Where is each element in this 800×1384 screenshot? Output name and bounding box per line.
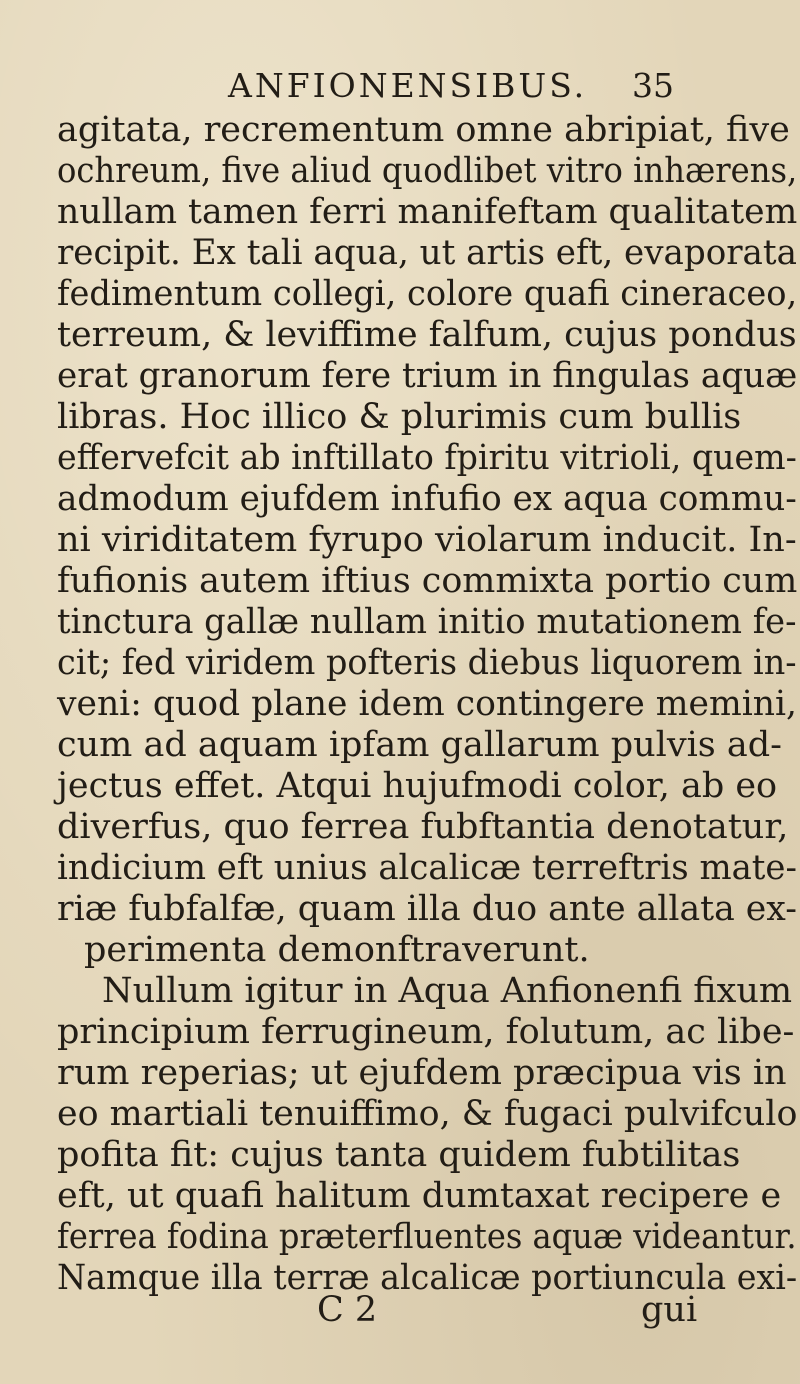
text-line: recipit. Ex tali aqua, ut artis eft, evaporata [57, 233, 797, 273]
text-line: fedimentum collegi, colore quafi cineraceo, [57, 274, 798, 314]
running-head [0, 64, 800, 108]
text-line: erat granorum fere trium in fingulas aquæ [57, 356, 798, 396]
text-line: admodum ejufdem infufio ex aqua commu- [57, 479, 797, 519]
running-head-title: ANFIONENSIBUS. [228, 66, 588, 105]
signature-mark: C 2 [317, 1290, 378, 1330]
page-number: 35 [632, 66, 674, 105]
text-line: pofita fit: cujus tanta quidem fubtilitas [57, 1135, 741, 1175]
text-line: rum reperias; ut ejufdem præcipua vis in [57, 1053, 787, 1093]
text-line: effervefcit ab inftillato fpiritu vitrioli, quem- [57, 438, 797, 478]
text-line: nullam tamen ferri manifeftam qualitatem [57, 192, 798, 232]
text-line: diverfus, quo ferrea fubftantia denotatur, [57, 807, 789, 847]
text-line: riæ fubfalfæ, quam illa duo ante allata ex- [57, 889, 797, 929]
text-line: veni: quod plane idem contingere memini, [57, 684, 798, 724]
text-line: jectus effet. Atqui hujufmodi color, ab eo [57, 766, 778, 806]
text-line: ferrea fodina præterfluentes aquæ videantur. [57, 1217, 797, 1257]
text-line: cit; fed viridem pofteris diebus liquorem in- [57, 643, 797, 683]
page-footer [0, 1290, 800, 1330]
text-line: terreum, & leviffime falfum, cujus pondus [57, 315, 797, 355]
catchword: gui [641, 1290, 698, 1330]
text-line: principium ferrugineum, folutum, ac libe- [57, 1012, 795, 1052]
text-line: ni viriditatem fyrupo violarum inducit. In- [57, 520, 797, 560]
text-line: Nullum igitur in Aqua Anfionenfi fixum [102, 971, 793, 1011]
text-line: cum ad aquam ipfam gallarum pulvis ad- [57, 725, 782, 765]
text-line: agitata, recrementum omne abripiat, five [57, 110, 790, 150]
text-line: eo martiali tenuiffimo, & fugaci pulvifculo [57, 1094, 798, 1134]
text-line: eft, ut quafi halitum dumtaxat recipere e [57, 1176, 782, 1216]
text-line: libras. Hoc illico & plurimis cum bullis [57, 397, 742, 437]
text-line: perimenta demonftraverunt. [84, 930, 590, 970]
text-line: tinctura gallæ nullam initio mutationem fe- [57, 602, 797, 642]
text-line: Namque illa terræ alcalicæ portiuncula exi- [57, 1258, 798, 1298]
text-line: indicium eft unius alcalicæ terreftris mate- [57, 848, 797, 888]
text-line: fufionis autem iftius commixta portio cum [57, 561, 798, 601]
text-line: ochreum, five aliud quodlibet vitro inhærens, [57, 151, 798, 191]
